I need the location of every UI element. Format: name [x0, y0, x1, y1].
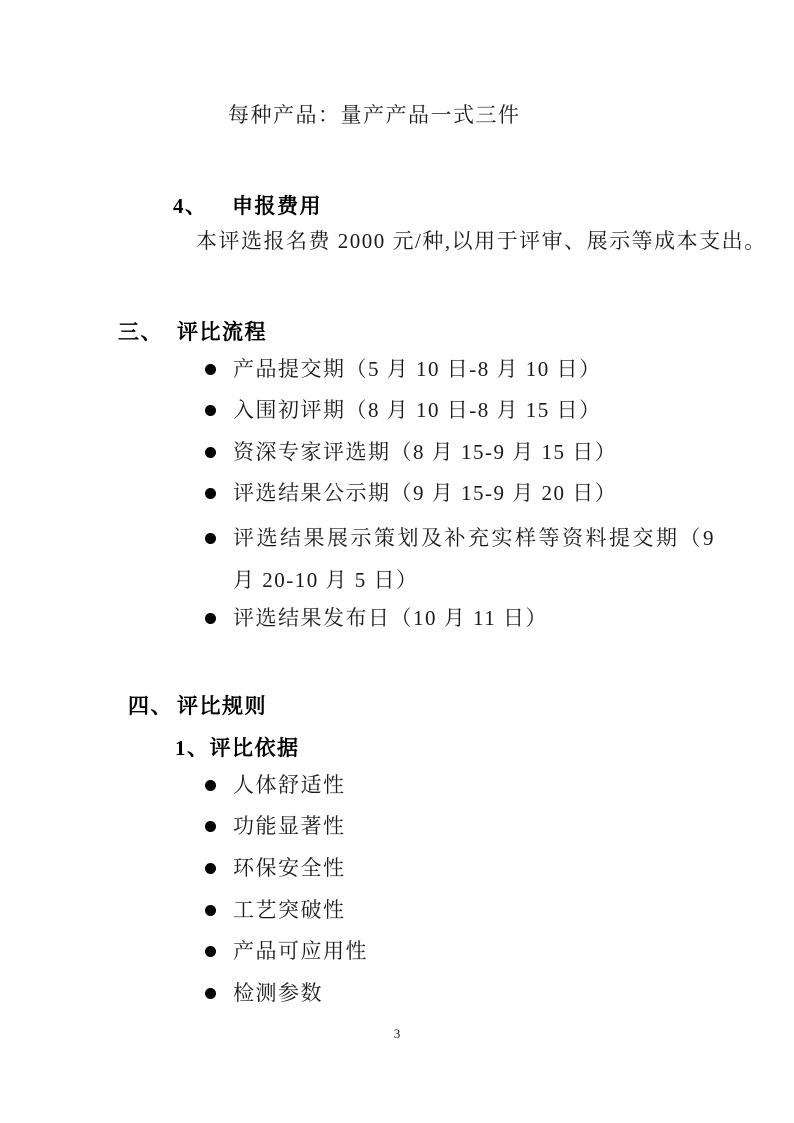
rules-subsection-title: 评比依据: [209, 736, 300, 760]
process-item-text: 评选结果发布日（10 月 11 日）: [233, 606, 548, 630]
criteria-list-item: [205, 900, 346, 921]
bullet-icon: [205, 946, 216, 957]
rules-section-number: 四、: [128, 694, 173, 718]
bullet-icon: [205, 905, 216, 916]
page-number: 3: [393, 1026, 401, 1041]
bullet-icon: [205, 780, 216, 791]
criteria-list-item: [205, 775, 346, 796]
fee-section-title: 申报费用: [232, 194, 322, 218]
process-item-text: 入围初评期（8 月 10 日-8 月 15 日）: [233, 398, 602, 422]
criteria-item-text: 人体舒适性: [233, 773, 346, 797]
process-list-item: [205, 608, 548, 629]
criteria-item-text: 工艺突破性: [233, 898, 346, 922]
fee-section-heading: [173, 190, 322, 220]
bullet-icon: [205, 447, 216, 458]
rules-section-title: 评比规则: [177, 694, 267, 718]
criteria-list-item: [205, 983, 323, 1004]
criteria-item-text: 环保安全性: [233, 856, 346, 880]
process-section-title: 评比流程: [177, 320, 267, 344]
process-list-item: [205, 483, 617, 504]
process-item-text: 产品提交期（5 月 10 日-8 月 10 日）: [233, 357, 602, 381]
rules-section-heading: [128, 690, 267, 720]
criteria-list-item: [205, 858, 346, 879]
process-item-text: 评选结果公示期（9 月 15-9 月 20 日）: [233, 481, 618, 505]
criteria-item-text: 产品可应用性: [233, 939, 368, 963]
bullet-icon: [205, 863, 216, 874]
criteria-list-item: [205, 941, 368, 962]
bullet-icon: [205, 988, 216, 999]
criteria-item-text: 检测参数: [233, 981, 323, 1005]
process-list-item: [205, 518, 715, 601]
process-item-text: 资深专家评选期（8 月 15-9 月 15 日）: [233, 440, 618, 464]
bullet-icon: [205, 533, 216, 544]
process-section-number: 三、: [118, 320, 163, 344]
bullet-icon: [205, 488, 216, 499]
process-list-item: [205, 359, 602, 380]
bullet-icon: [205, 821, 216, 832]
process-list-item: [205, 442, 617, 463]
rules-subsection-heading: [175, 732, 300, 762]
bullet-icon: [205, 405, 216, 416]
criteria-item-text: 功能显著性: [233, 814, 346, 838]
fee-section-number: 4、: [173, 194, 208, 218]
intro-line: 每种产品：量产产品一式三件: [228, 103, 521, 127]
criteria-list-item: [205, 816, 346, 837]
fee-section-body: 本评选报名费 2000 元/种,以用于评审、展示等成本支出。: [196, 229, 767, 253]
process-list-item: [205, 400, 602, 421]
process-item-text: 评选结果展示策划及补充实样等资料提交期（9 月 20-10 月 5 日）: [233, 526, 715, 592]
rules-subsection-number: 1、: [175, 736, 210, 760]
bullet-icon: [205, 613, 216, 624]
bullet-icon: [205, 364, 216, 375]
process-section-heading: [118, 316, 267, 346]
